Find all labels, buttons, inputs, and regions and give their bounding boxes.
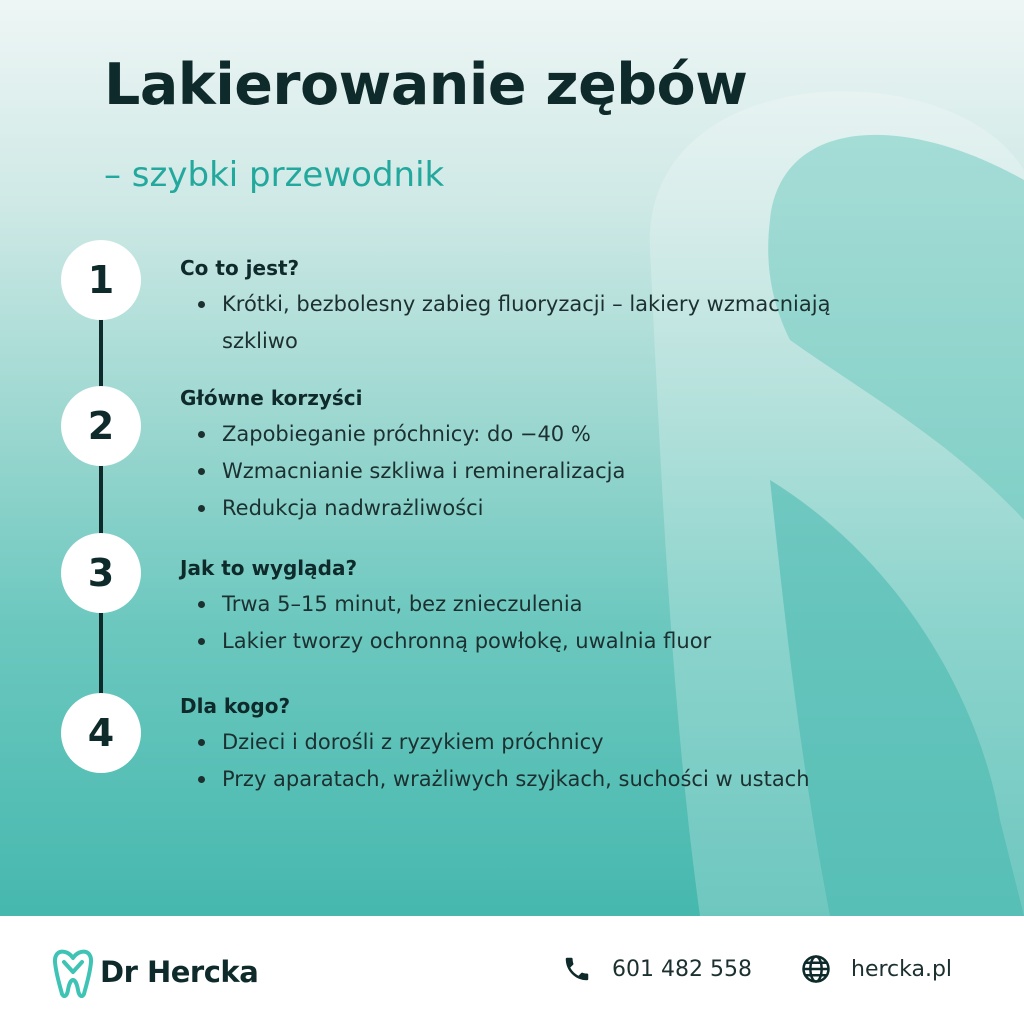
section-how-it-looks	[180, 556, 940, 660]
list-item: Krótki, bezbolesny zabieg fluoryzacji – lakiery wzmacniają szkliwo	[222, 286, 910, 360]
bullet-list	[180, 586, 940, 660]
brand-logo[interactable]	[52, 946, 258, 998]
list-item: Przy aparatach, wrażliwych szyjkach, suchości w ustach	[222, 761, 820, 798]
bullet-list	[180, 724, 820, 798]
tooth-heart-icon	[52, 946, 94, 998]
bullet-list	[180, 286, 910, 360]
list-item: Trwa 5–15 minut, bez znieczulenia	[222, 586, 940, 623]
list-item: Zapobieganie próchnicy: do −40 %	[222, 416, 940, 453]
section-heading: Jak to wygląda?	[180, 556, 358, 580]
section-heading: Dla kogo?	[180, 694, 291, 718]
phone-contact[interactable]	[562, 954, 752, 984]
website-link[interactable]	[801, 954, 952, 984]
globe-icon	[801, 954, 831, 984]
list-item: Lakier tworzy ochronną powłokę, uwalnia fluor	[222, 623, 940, 660]
timeline-line	[99, 300, 103, 720]
section-benefits	[180, 386, 940, 527]
step-number-4: 4	[61, 693, 141, 773]
page-title: Lakierowanie zębów	[104, 52, 748, 118]
section-what-is-it	[180, 256, 910, 360]
step-number-1: 1	[61, 240, 141, 320]
list-item: Wzmacnianie szkliwa i remineralizacja	[222, 453, 940, 490]
section-heading: Główne korzyści	[180, 386, 363, 410]
step-number-2: 2	[61, 386, 141, 466]
list-item: Dzieci i dorośli z ryzykiem próchnicy	[222, 724, 820, 761]
page-subtitle: – szybki przewodnik	[104, 155, 445, 195]
bullet-list	[180, 416, 940, 527]
section-heading: Co to jest?	[180, 256, 300, 280]
list-item: Redukcja nadwrażliwości	[222, 490, 940, 527]
step-number-3: 3	[61, 533, 141, 613]
footer	[0, 916, 1024, 1024]
phone-icon	[562, 954, 592, 984]
website-url: hercka.pl	[851, 956, 953, 982]
brand-name: Dr Hercka	[100, 955, 259, 989]
phone-number: 601 482 558	[612, 956, 752, 982]
section-for-whom	[180, 694, 820, 798]
